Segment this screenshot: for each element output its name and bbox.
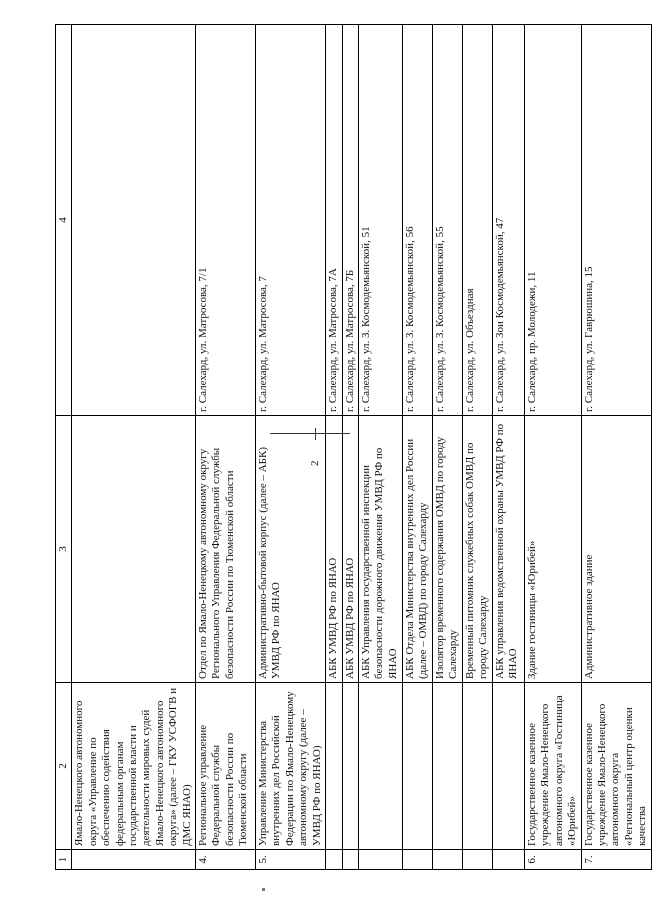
table-row [462,25,492,870]
object-cell: Отдел по Ямало-Ненецкому автономному округу Регионального Управления Федеральной службы безопасности России по Тюменской области [196,416,256,683]
organization-cell [462,683,492,850]
table-row [72,25,196,870]
table-row [492,25,524,870]
organization-cell: Управление Министерства внутренних дел Российской Федерации по Ямало-Ненецкому автономному округу (далее – УМВД РФ по ЯНАО) [256,683,326,850]
row-number [432,850,462,870]
object-cell: Изолятор временного содержания ОМВД по городу Салехарду [432,416,462,683]
address-cell: г. Салехард, ул. Матросова, 7А [326,25,342,416]
organization-cell [358,683,402,850]
organization-cell: Государственное казенное учреждение Ямало-Ненецкого автономного округа «Гостиница «Юрибей» [524,683,581,850]
row-number: 5. [256,850,326,870]
address-cell: г. Салехард, ул. З. Космодемьянской, 55 [432,25,462,416]
object-cell: Административно-бытовой корпус (далее – АБК) УМВД РФ по ЯНАО [256,416,326,683]
page-number: 2 [309,460,321,466]
facilities-table [55,24,652,870]
row-number: 4. [196,850,256,870]
row-number [72,850,196,870]
table-row [326,25,342,870]
organization-cell [402,683,432,850]
organization-cell [342,683,358,850]
address-cell: г. Салехард, ул. Зои Космодемьянской, 47 [492,25,524,416]
organization-cell: Региональное управление Федеральной службы безопасности России по Тюменской области [196,683,256,850]
row-number [358,850,402,870]
object-cell: АБК УМВД РФ по ЯНАО [326,416,342,683]
organization-cell [326,683,342,850]
address-cell [72,25,196,416]
object-cell: АБК управления ведомственной охраны УМВД РФ по ЯНАО [492,416,524,683]
table-row [581,25,651,870]
address-cell: г. Салехард, пр. Молодежи, 11 [524,25,581,416]
header-col-1: 1 [56,850,72,870]
table-header-row [56,25,72,870]
table-row [342,25,358,870]
organization-cell: Ямало-Ненецкого автономного округа «Управление по обеспечению содействия федеральным органам государственной власти и деятельности мировых судей Ямало-Ненецкого автономного округа» (далее – ГКУ УСФОГВ и ДМС ЯНАО) [72,683,196,850]
object-cell: АБК Отдела Министерства внутренних дел России (далее – ОМВД) по городу Салехарду [402,416,432,683]
row-number [402,850,432,870]
object-cell [72,416,196,683]
address-cell: г. Салехард, ул. З. Космодемьянской, 56 [402,25,432,416]
table-row [402,25,432,870]
row-number [342,850,358,870]
organization-cell [432,683,462,850]
organization-cell [492,683,524,850]
table-row [524,25,581,870]
row-number [492,850,524,870]
object-cell: АБК УМВД РФ по ЯНАО [342,416,358,683]
address-cell: г. Салехард, ул. Матросова, 7/1 [196,25,256,416]
row-number: 7. [581,850,651,870]
address-cell: г. Салехард, ул. Объездная [462,25,492,416]
row-number: 6. [524,850,581,870]
table-row [196,25,256,870]
table-row [432,25,462,870]
address-cell: г. Салехард, ул. Матросова, 7 [256,25,326,416]
header-col-2: 2 [56,683,72,850]
object-cell: Административное здание [581,416,651,683]
object-cell: Здание гостиницы «Юрибей» [524,416,581,683]
row-number [326,850,342,870]
object-cell: Временный питомник служебных собак ОМВД по городу Салехарду [462,416,492,683]
address-cell: г. Салехард, ул. Гаврюшина, 15 [581,25,651,416]
row-number [462,850,492,870]
header-col-3: 3 [56,416,72,683]
address-cell: г. Салехард, ул. З. Космодемьянской, 51 [358,25,402,416]
table-row [358,25,402,870]
object-cell: АБК Управления государственной инспекции безопасности дорожного движения УМВД РФ по ЯНАО [358,416,402,683]
rotated-table-container [55,25,649,870]
organization-cell: Государственное казенное учреждение Ямало-Ненецкого автономного округа «Региональный центр оценки качества [581,683,651,850]
table-row [256,25,326,870]
scan-speck [262,888,265,891]
header-col-4: 4 [56,25,72,416]
address-cell: г. Салехард, ул. Матросова, 7Б [342,25,358,416]
